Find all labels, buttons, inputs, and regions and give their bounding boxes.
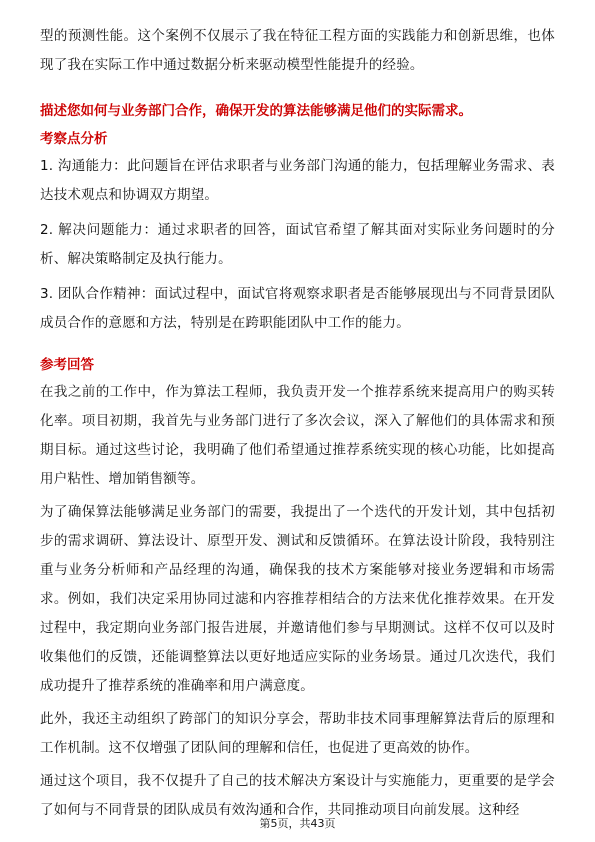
question-heading: 描述您如何与业务部门合作，确保开发的算法能够满足他们的实际需求。: [40, 103, 472, 119]
answer-paragraph-1: 在我之前的工作中，作为算法工程师，我负责开发一个推荐系统来提高用户的购买转化率。项目初期，我首先与业务部门进行了多次会议，深入了解他们的具体需求和预期目标。通过这些讨论，我明确了他们希望通过推荐系统实现的核心功能，比如提高用户粘性、增加销售额等。: [40, 384, 555, 487]
analysis-title: 考察点分析: [40, 131, 108, 147]
answer-title: 参考回答: [40, 357, 94, 373]
answer-paragraph-4: 通过这个项目，我不仅提升了自己的技术解决方案设计与实施能力，更重要的是学会了如何与不同背景的团队成员有效沟通和合作，共同推动项目向前发展。这种经: [40, 773, 555, 818]
document-page: [40, 22, 555, 829]
analysis-item-communication: 1. 沟通能力：此问题旨在评估求职者与业务部门沟通的能力，包括理解业务需求、表达技术观点和协调双方期望。: [40, 158, 555, 203]
page-number: 第5页，共43页: [259, 817, 336, 830]
answer-paragraph-3: 此外，我还主动组织了跨部门的知识分享会，帮助非技术同事理解算法背后的原理和工作机制。这不仅增强了团队间的理解和信任，也促进了更高效的协作。: [40, 711, 555, 756]
analysis-item-teamwork: 3. 团队合作精神：面试过程中，面试官将观察求职者是否能够展现出与不同背景团队成员合作的意愿和方法，特别是在跨职能团队中工作的能力。: [40, 286, 555, 331]
analysis-item-problem-solving: 2. 解决问题能力：通过求职者的回答，面试官希望了解其面对实际业务问题时的分析、解决策略制定及执行能力。: [40, 222, 555, 267]
answer-paragraph-2: 为了确保算法能够满足业务部门的需要，我提出了一个迭代的开发计划，其中包括初步的需求调研、算法设计、原型开发、测试和反馈循环。在算法设计阶段，我特别注重与业务分析师和产品经理的沟通，确保我的技术方案能够对接业务逻辑和市场需求。例如，我们决定采用协同过滤和内容推荐相结合的方法来优化推荐效果。在开发过程中，我定期向业务部门报告进展，并邀请他们参与早期测试。这样不仅可以及时收集他们的反馈，还能调整算法以更好地适应实际的业务场景。通过几次迭代，我们成功提升了推荐系统的准确率和用户满意度。: [40, 504, 555, 694]
intro-paragraph: 型的预测性能。这个案例不仅展示了我在特征工程方面的实践能力和创新思维，也体现了我在实际工作中通过数据分析来驱动模型性能提升的经验。: [40, 28, 555, 73]
